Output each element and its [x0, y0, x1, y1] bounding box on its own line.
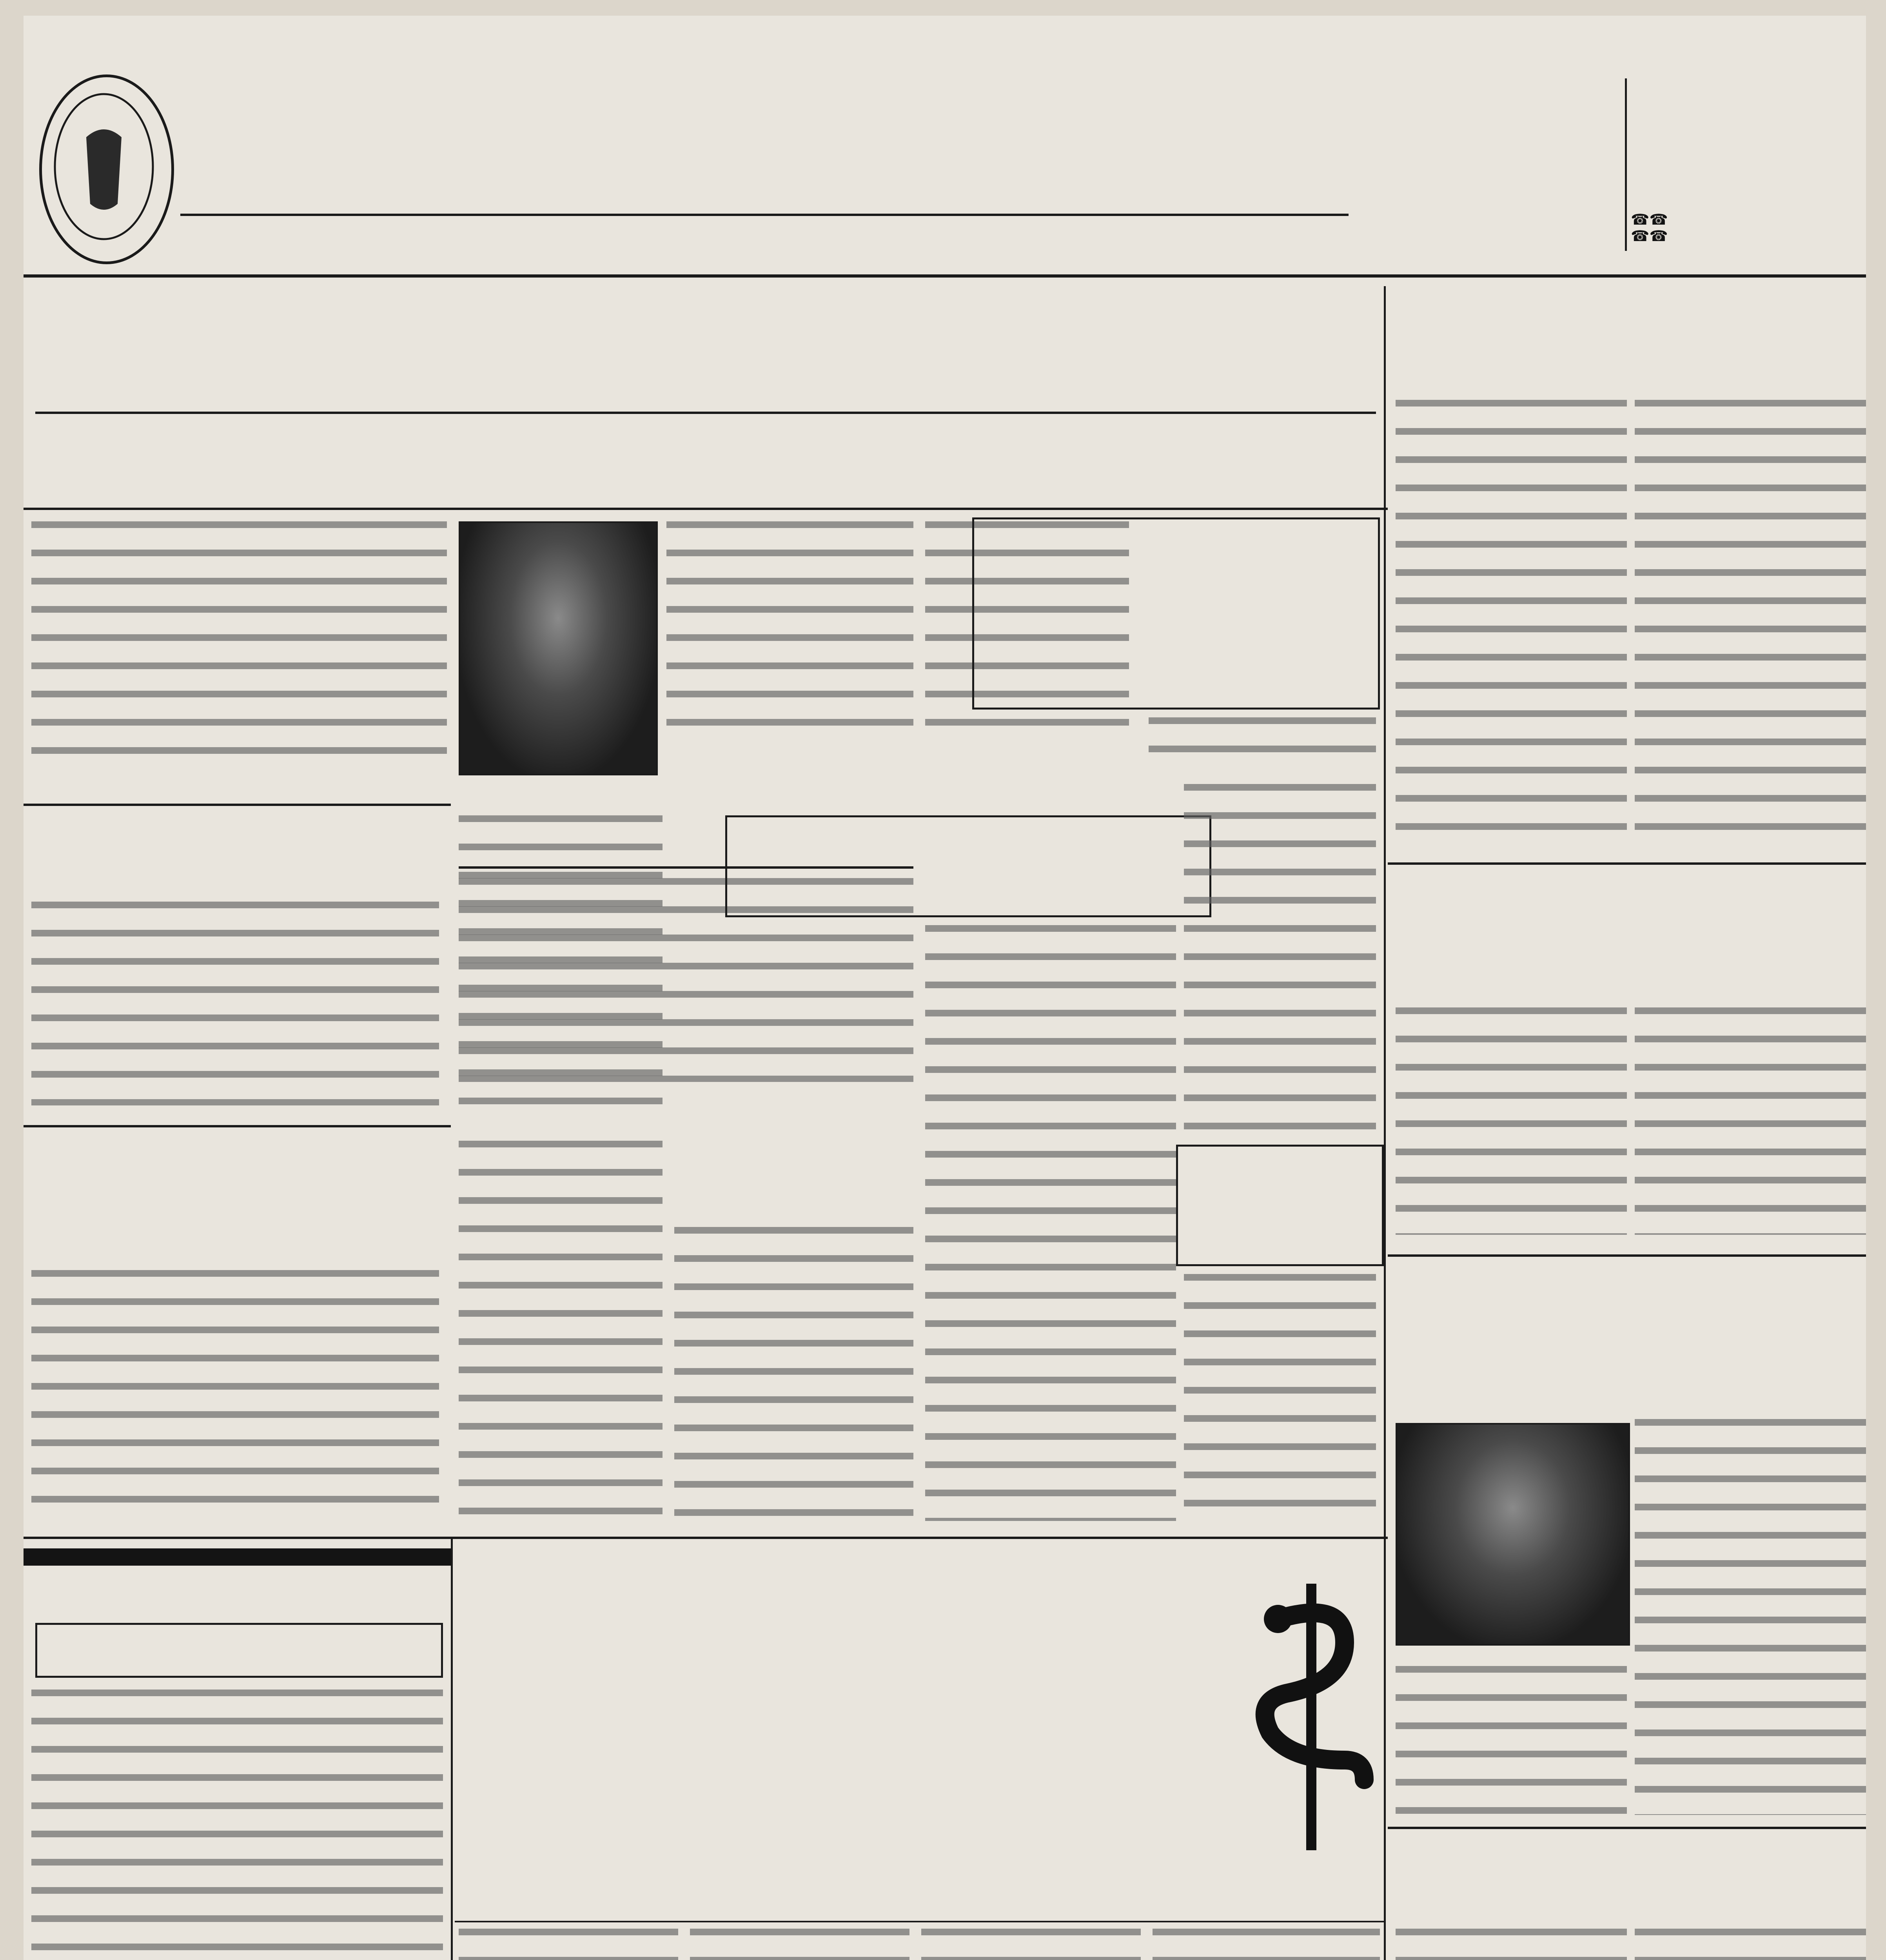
arta-top-rule — [24, 1125, 451, 1127]
ika-text-2 — [1635, 1929, 1866, 1960]
office-phone — [1631, 212, 1866, 228]
seal-logo — [39, 74, 174, 264]
court-photo-caption-text — [1396, 1666, 1627, 1815]
father-text-1 — [925, 925, 1176, 1521]
ika-top-rule — [1388, 1827, 1866, 1829]
suicide-text — [1184, 1274, 1376, 1521]
meetings-box — [972, 517, 1380, 710]
skopia-sub-box — [35, 1623, 443, 1678]
laou-top-rule — [24, 804, 451, 806]
health-text-col-2 — [690, 1929, 909, 1960]
father-box — [725, 815, 1211, 917]
column-divider-left — [451, 1537, 453, 1960]
arta-text-2 — [459, 1141, 663, 1521]
hospital-text-1 — [1184, 784, 1376, 1145]
skopia-top-rule — [24, 1537, 1388, 1539]
dodoni-text — [674, 1227, 913, 1525]
health-text-col-3 — [921, 1929, 1141, 1960]
phone-icon: ☎☎ — [1631, 211, 1668, 228]
court-photo — [1396, 1423, 1630, 1646]
unchanged-text-2 — [1635, 400, 1866, 847]
health-text-col-4 — [1153, 1929, 1380, 1960]
injured-top-rule — [1388, 862, 1866, 865]
masthead-bottom-rule — [24, 274, 1866, 278]
arta-text-1 — [31, 1270, 439, 1521]
contact-box — [1631, 212, 1866, 245]
court-top-rule — [1388, 1254, 1866, 1257]
health-body-rule — [455, 1921, 1384, 1922]
health-text-col-1 — [459, 1929, 678, 1960]
injured-text-1 — [1396, 1007, 1627, 1235]
gennimatas-photo — [459, 521, 658, 775]
skopia-text — [31, 1690, 443, 1960]
caduceus-icon — [1247, 1576, 1376, 1858]
masthead-divider — [1625, 78, 1627, 251]
suicide-box — [1176, 1145, 1384, 1266]
ika-text-1 — [1396, 1929, 1627, 1960]
lead-text-col-1 — [31, 521, 447, 768]
laou-text-1 — [31, 902, 439, 1105]
lead-text-col-2 — [666, 521, 913, 741]
masthead-rule — [180, 214, 1349, 216]
injured-text-2 — [1635, 1007, 1866, 1235]
lead-bottom-rule — [24, 508, 1388, 510]
column-divider-right — [1384, 286, 1386, 1960]
plant-phone — [1631, 228, 1866, 245]
skopia-banner — [24, 1548, 451, 1566]
court-text — [1635, 1419, 1866, 1815]
newspaper-page — [24, 16, 1866, 1960]
phone-icon: ☎☎ — [1631, 227, 1668, 245]
emblem-icon — [39, 74, 169, 259]
meetings-text — [1149, 717, 1376, 764]
lead-rule — [35, 412, 1376, 414]
unchanged-text-1 — [1396, 400, 1627, 847]
